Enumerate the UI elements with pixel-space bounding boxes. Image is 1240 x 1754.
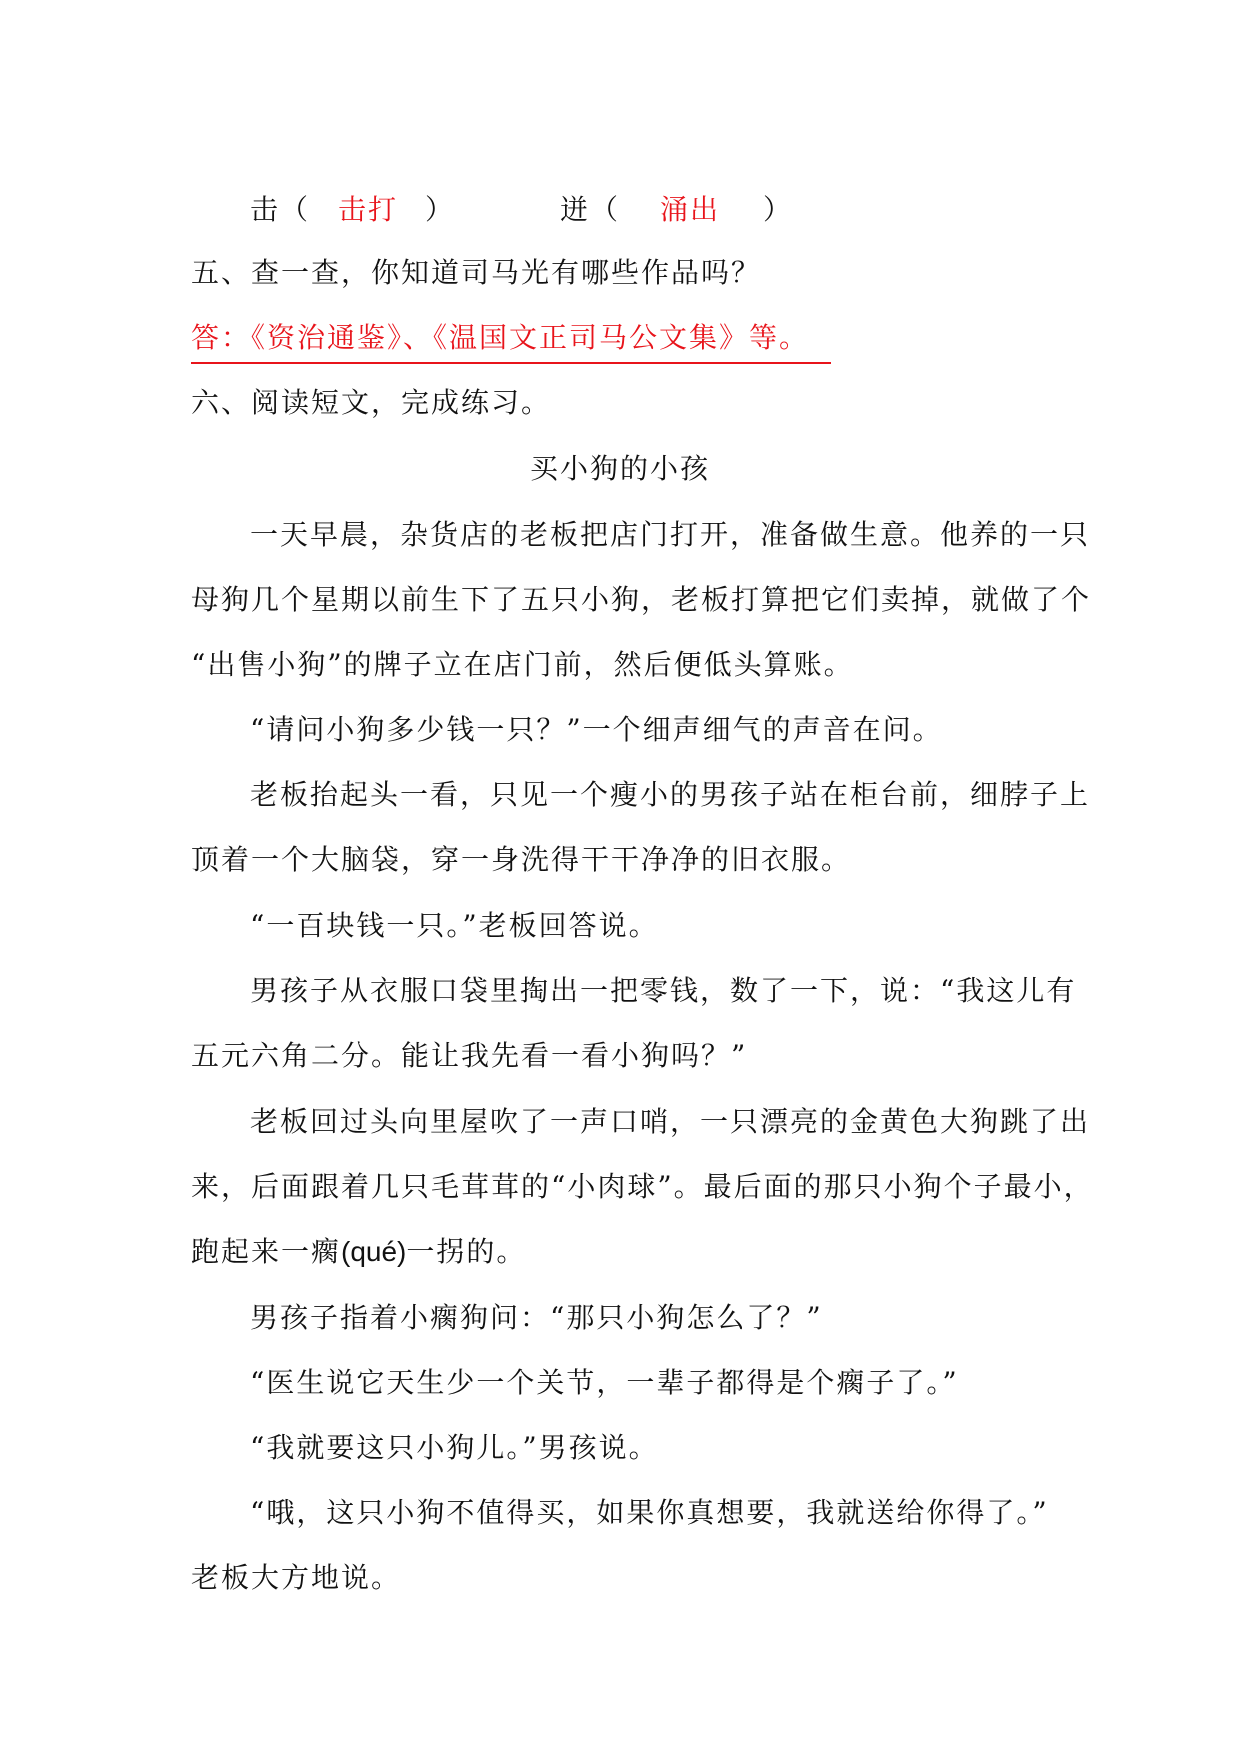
definition-2-answer: 涌出: [660, 193, 721, 226]
section-5-question: 五、查一查，你知道司马光有哪些作品吗？: [191, 256, 762, 289]
pinyin-note: (qué): [341, 1236, 407, 1267]
story-line-10: 老板回过头向里屋吹了一声口哨，一只漂亮的金黄色大狗跳了出: [250, 1105, 1091, 1138]
story-line-4: “请问小狗多少钱一只？”一个细声细气的声音在问。: [250, 713, 943, 746]
story-line-9: 五元六角二分。能让我先看一看小狗吗？”: [191, 1039, 748, 1072]
story-line-5: 老板抬起头一看，只见一个瘦小的男孩子站在柜台前，细脖子上: [250, 778, 1091, 811]
story-line-6: 顶着一个大脑袋，穿一身洗得干干净净的旧衣服。: [191, 843, 852, 876]
definition-2-char: 迸（: [560, 193, 621, 226]
story-line-12: [191, 1232, 526, 1272]
section-6-question: 六、阅读短文，完成练习。: [191, 386, 552, 419]
story-line-3: “出售小狗”的牌子立在店门前，然后便低头算账。: [191, 648, 854, 681]
definition-2-close: ）: [763, 193, 794, 226]
story-line-12-head: 跑起来一瘸: [191, 1235, 342, 1268]
story-line-17: 老板大方地说。: [191, 1561, 402, 1594]
story-line-14: “医生说它天生少一个关节，一辈子都得是个瘸子了。”: [250, 1366, 959, 1399]
definition-1-answer: 击打: [338, 193, 399, 226]
story-line-2: 母狗几个星期以前生下了五只小狗，老板打算把它们卖掉，就做了个: [191, 583, 1092, 616]
story-line-16: “哦，这只小狗不值得买，如果你真想要，我就送给你得了。”: [250, 1496, 1049, 1529]
story-title: 买小狗的小孩: [529, 452, 710, 485]
story-line-13: 男孩子指着小瘸狗问：“那只小狗怎么了？”: [250, 1301, 823, 1334]
story-line-8: 男孩子从衣服口袋里掏出一把零钱，数了一下，说：“我这儿有: [250, 974, 1077, 1007]
story-line-1: 一天早晨，杂货店的老板把店门打开，准备做生意。他养的一只: [250, 518, 1091, 551]
definition-1-char: 击（: [250, 193, 311, 226]
definition-row: [0, 190, 1240, 230]
definition-1-close: ）: [425, 193, 456, 226]
story-line-11: 来，后面跟着几只毛茸茸的“小肉球”。最后面的那只小狗个子最小，: [191, 1170, 1094, 1203]
story-line-7: “一百块钱一只。”老板回答说。: [250, 909, 659, 942]
story-line-15: “我就要这只小狗儿。”男孩说。: [250, 1431, 659, 1464]
section-5-answer: 答：《资治通鉴》、《温国文正司马公文集》等。: [191, 318, 831, 364]
story-line-12-tail: 一拐的。: [406, 1235, 527, 1268]
